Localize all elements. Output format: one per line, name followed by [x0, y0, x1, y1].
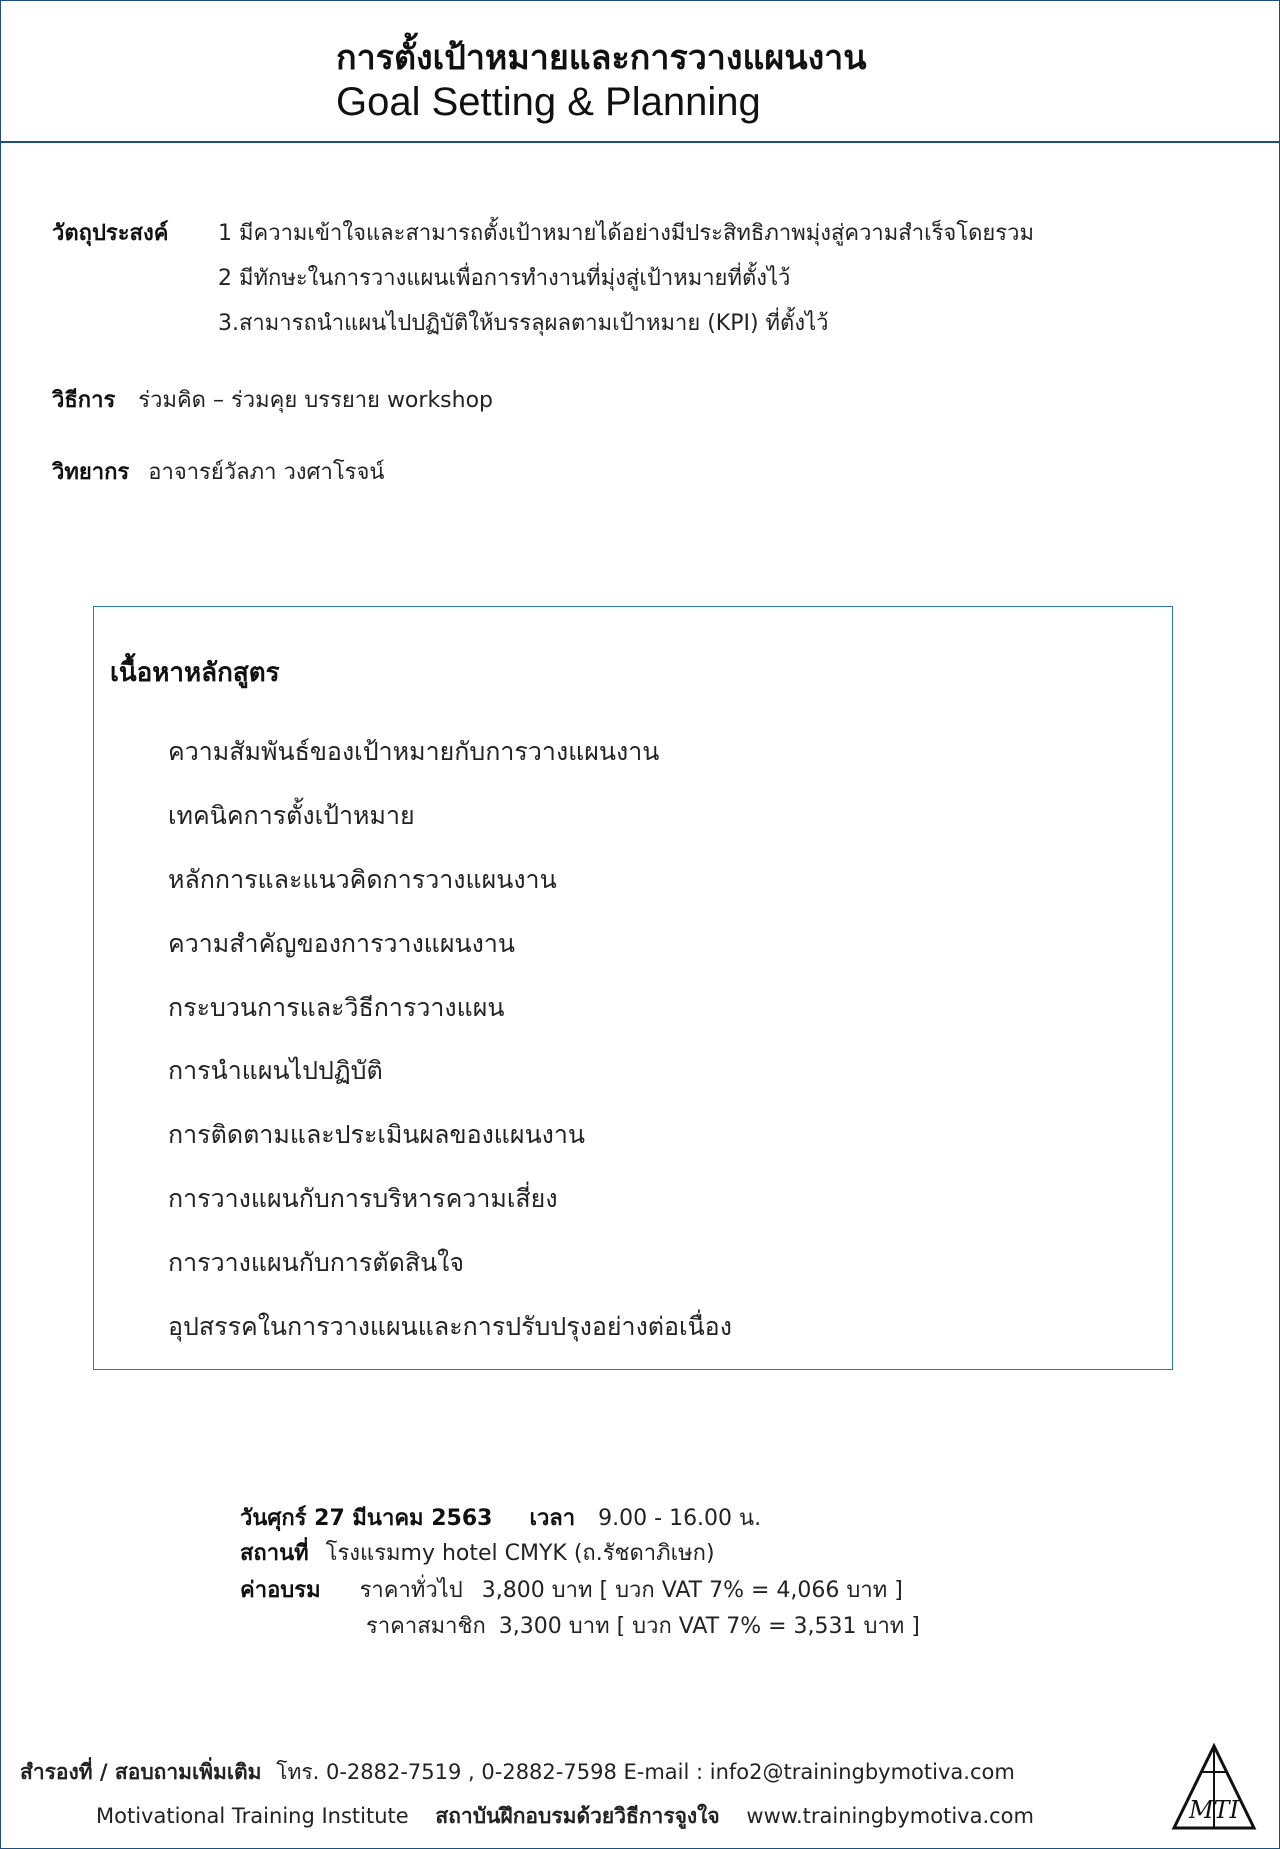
method-value: ร่วมคิด – ร่วมคุย บรรยาย workshop [138, 388, 494, 413]
course-topic-9: การวางแผนกับการตัดสินใจ [168, 1248, 465, 1277]
course-topic-10: อุปสรรคในการวางแผนและการปรับปรุงอย่างต่อเนื่อง [168, 1312, 732, 1341]
venue-label: สถานที่ [240, 1541, 309, 1566]
fee-member-label: ราคาสมาชิก [366, 1614, 486, 1639]
date-time-row [240, 1500, 761, 1535]
method-row [52, 382, 493, 417]
date-value: วันศุกร์ 27 มีนาคม 2563 [240, 1506, 493, 1531]
institute-name-th: สถาบันฝึกอบรมด้วยวิธีการจูงใจ [435, 1804, 720, 1828]
time-label: เวลา [529, 1506, 576, 1531]
website-link[interactable]: www.trainingbymotiva.com [746, 1804, 1034, 1828]
logo-text: MTI [1188, 1796, 1240, 1824]
page-title-thai: การตั้งเป้าหมายและการวางแผนงาน [336, 38, 867, 78]
course-topic-7: การติดตามและประเมินผลของแผนงาน [168, 1120, 585, 1149]
fee-general-value: 3,800 บาท [ บวก VAT 7% = 4,066 บาท ] [481, 1578, 903, 1603]
fee-label: ค่าอบรม [240, 1578, 321, 1603]
mti-logo-icon [1170, 1742, 1258, 1832]
objective-item-1: 1 มีความเข้าใจและสามารถตั้งเป้าหมายได้อย่างมีประสิทธิภาพมุ่งสู่ความสำเร็จโดยรวม [218, 221, 1034, 246]
fee-member-value: 3,300 บาท [ บวก VAT 7% = 3,531 บาท ] [498, 1614, 920, 1639]
fee-row-general [240, 1572, 903, 1607]
time-value: 9.00 - 16.00 น. [598, 1506, 762, 1531]
institute-line [96, 1800, 1034, 1833]
institute-name-en: Motivational Training Institute [96, 1804, 409, 1828]
course-topic-2: เทคนิคการตั้งเป้าหมาย [168, 801, 415, 830]
contact-label: สำรองที่ / สอบถามเพิ่มเติม [20, 1760, 262, 1784]
venue-row [240, 1535, 715, 1570]
course-heading: เนื้อหาหลักสูตร [110, 658, 280, 688]
fee-general-label: ราคาทั่วไป [359, 1578, 463, 1603]
course-topic-3: หลักการและแนวคิดการวางแผนงาน [168, 865, 557, 894]
course-topic-5: กระบวนการและวิธีการวางแผน [168, 993, 505, 1022]
contact-line [20, 1756, 1015, 1789]
trainer-label: วิทยากร [52, 460, 130, 485]
objectives-label: วัตถุประสงค์ [52, 221, 169, 246]
venue-value: โรงแรมmy hotel CMYK (ถ.รัชดาภิเษก) [325, 1541, 715, 1566]
page-title-english: Goal Setting & Planning [336, 80, 761, 124]
course-topic-6: การนำแผนไปปฏิบัติ [168, 1056, 383, 1085]
objective-item-3: 3.สามารถนำแผนไปปฏิบัติให้บรรลุผลตามเป้าหมาย (KPI) ที่ตั้งไว้ [218, 311, 829, 336]
objective-item-2: 2 มีทักษะในการวางแผนเพื่อการทำงานที่มุ่งสู่เป้าหมายที่ตั้งไว้ [218, 266, 791, 291]
fee-row-member [366, 1608, 920, 1643]
course-topic-1: ความสัมพันธ์ของเป้าหมายกับการวางแผนงาน [168, 737, 660, 766]
course-topic-8: การวางแผนกับการบริหารความเสี่ยง [168, 1184, 558, 1213]
method-label: วิธีการ [52, 388, 116, 413]
header [0, 0, 1280, 143]
contact-details[interactable]: โทร. 0-2882-7519 , 0-2882-7598 E-mail : info2@trainingbymotiva.com [276, 1760, 1015, 1784]
course-topic-4: ความสำคัญของการวางแผนงาน [168, 929, 515, 958]
trainer-value: อาจารย์วัลภา วงศาโรจน์ [148, 460, 385, 485]
trainer-row [52, 454, 384, 489]
